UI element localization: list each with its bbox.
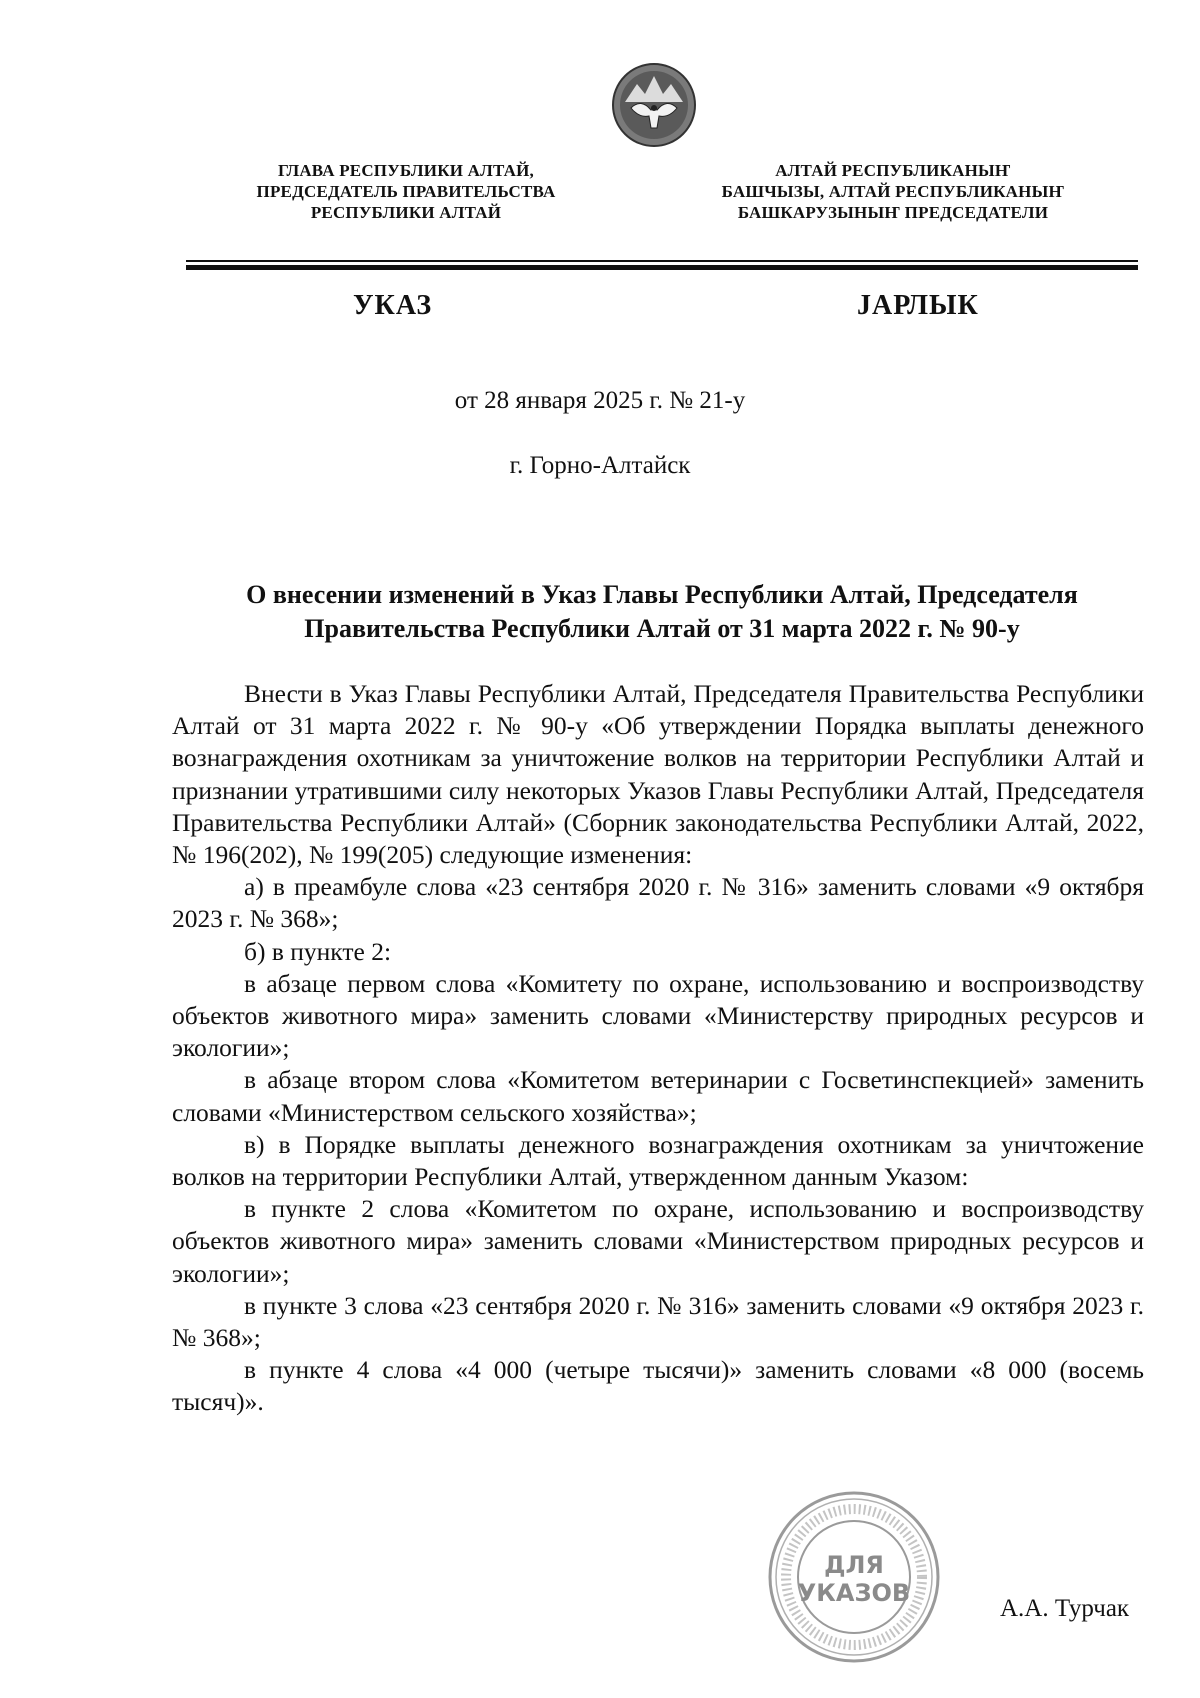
stamp-text-line2: УКАЗОВ: [797, 1579, 911, 1607]
title-jarlyk: ЈАРЛЫК: [857, 290, 979, 321]
document-body: [172, 678, 1144, 1419]
signer-name: А.А. Турчак: [1000, 1595, 1130, 1622]
body-paragraph: в пункте 2 слова «Комитетом по охране, использованию и воспроизводству объектов животного мира» заменить словами «Министерством природных ресурсов и экологии»;: [172, 1194, 1144, 1288]
header-divider-thin: [186, 260, 1138, 262]
title-ukaz: УКАЗ: [353, 290, 433, 321]
heading-line: О внесении изменений в Указ Главы Республики Алтай, Председателя: [246, 580, 1078, 609]
header-divider-thick: [186, 265, 1138, 270]
header-right-line: БАШКАРУЗЫНЫҤ ПРЕДСЕДАТЕЛИ: [737, 203, 1049, 222]
header-left-line: ПРЕДСЕДАТЕЛЬ ПРАВИТЕЛЬСТВА: [256, 182, 556, 201]
header-right-line: БАШЧЫЗЫ, АЛТАЙ РЕСПУБЛИКАНЫҤ: [721, 182, 1065, 201]
body-paragraph: в абзаце первом слова «Комитету по охране, использованию и воспроизводству объектов животного мира» заменить словами «Министерству природных ресурсов и экологии»;: [172, 968, 1144, 1063]
body-paragraph: б) в пункте 2:: [244, 936, 392, 966]
document-date-number: от 28 января 2025 г. № 21-у: [454, 387, 746, 414]
body-paragraph: в пункте 3 слова «23 сентября 2020 г. № 316» заменить словами «9 октября 2023 г. № 368»;: [172, 1290, 1144, 1353]
document-heading: [186, 578, 1138, 646]
body-paragraph: в абзаце втором слова «Комитетом ветеринарии с Госветинспекцией» заменить словами «Министерством сельского хозяйства»;: [172, 1065, 1144, 1127]
body-paragraph: в пункте 4 слова «4 000 (четыре тысячи)» заменить словами «8 000 (восемь тысяч)».: [172, 1355, 1144, 1417]
header-right: [683, 160, 1103, 223]
heading-line: Правительства Республики Алтай от 31 марта 2022 г. № 90-у: [304, 614, 1020, 643]
emblem-icon: [611, 62, 697, 148]
body-paragraph: а) в преамбуле слова «23 сентября 2020 г. № 316» заменить словами «9 октября 2023 г. № 368»;: [172, 872, 1144, 934]
stamp-icon: [766, 1489, 942, 1665]
header-right-line: АЛТАЙ РЕСПУБЛИКАНЫҤ: [775, 161, 1011, 180]
header-left: [186, 160, 626, 223]
document-city: г. Горно-Алтайск: [509, 452, 691, 479]
header-left-line: РЕСПУБЛИКИ АЛТАЙ: [310, 203, 502, 222]
body-paragraph: Внести в Указ Главы Республики Алтай, Председателя Правительства Республики Алтай от 31 марта 2022 г. № 90-у «Об утверждении Порядка выплаты денежного вознаграждения охотникам за уничтожение волков на территории Республики Алтай и признании утратившими силу некоторых Указов Главы Республики Алтай, Председателя Правительства Республики Алтай» (Сборник законодательства Республики Алтай, 2022, № 196(202), № 199(205) следующие изменения:: [172, 679, 1144, 870]
body-paragraph: в) в Порядке выплаты денежного вознаграждения охотникам за уничтожение волков на территории Республики Алтай, утвержденном данным Указом:: [172, 1129, 1144, 1192]
header-left-line: ГЛАВА РЕСПУБЛИКИ АЛТАЙ,: [278, 161, 534, 180]
stamp-text-line1: ДЛЯ: [824, 1551, 884, 1579]
